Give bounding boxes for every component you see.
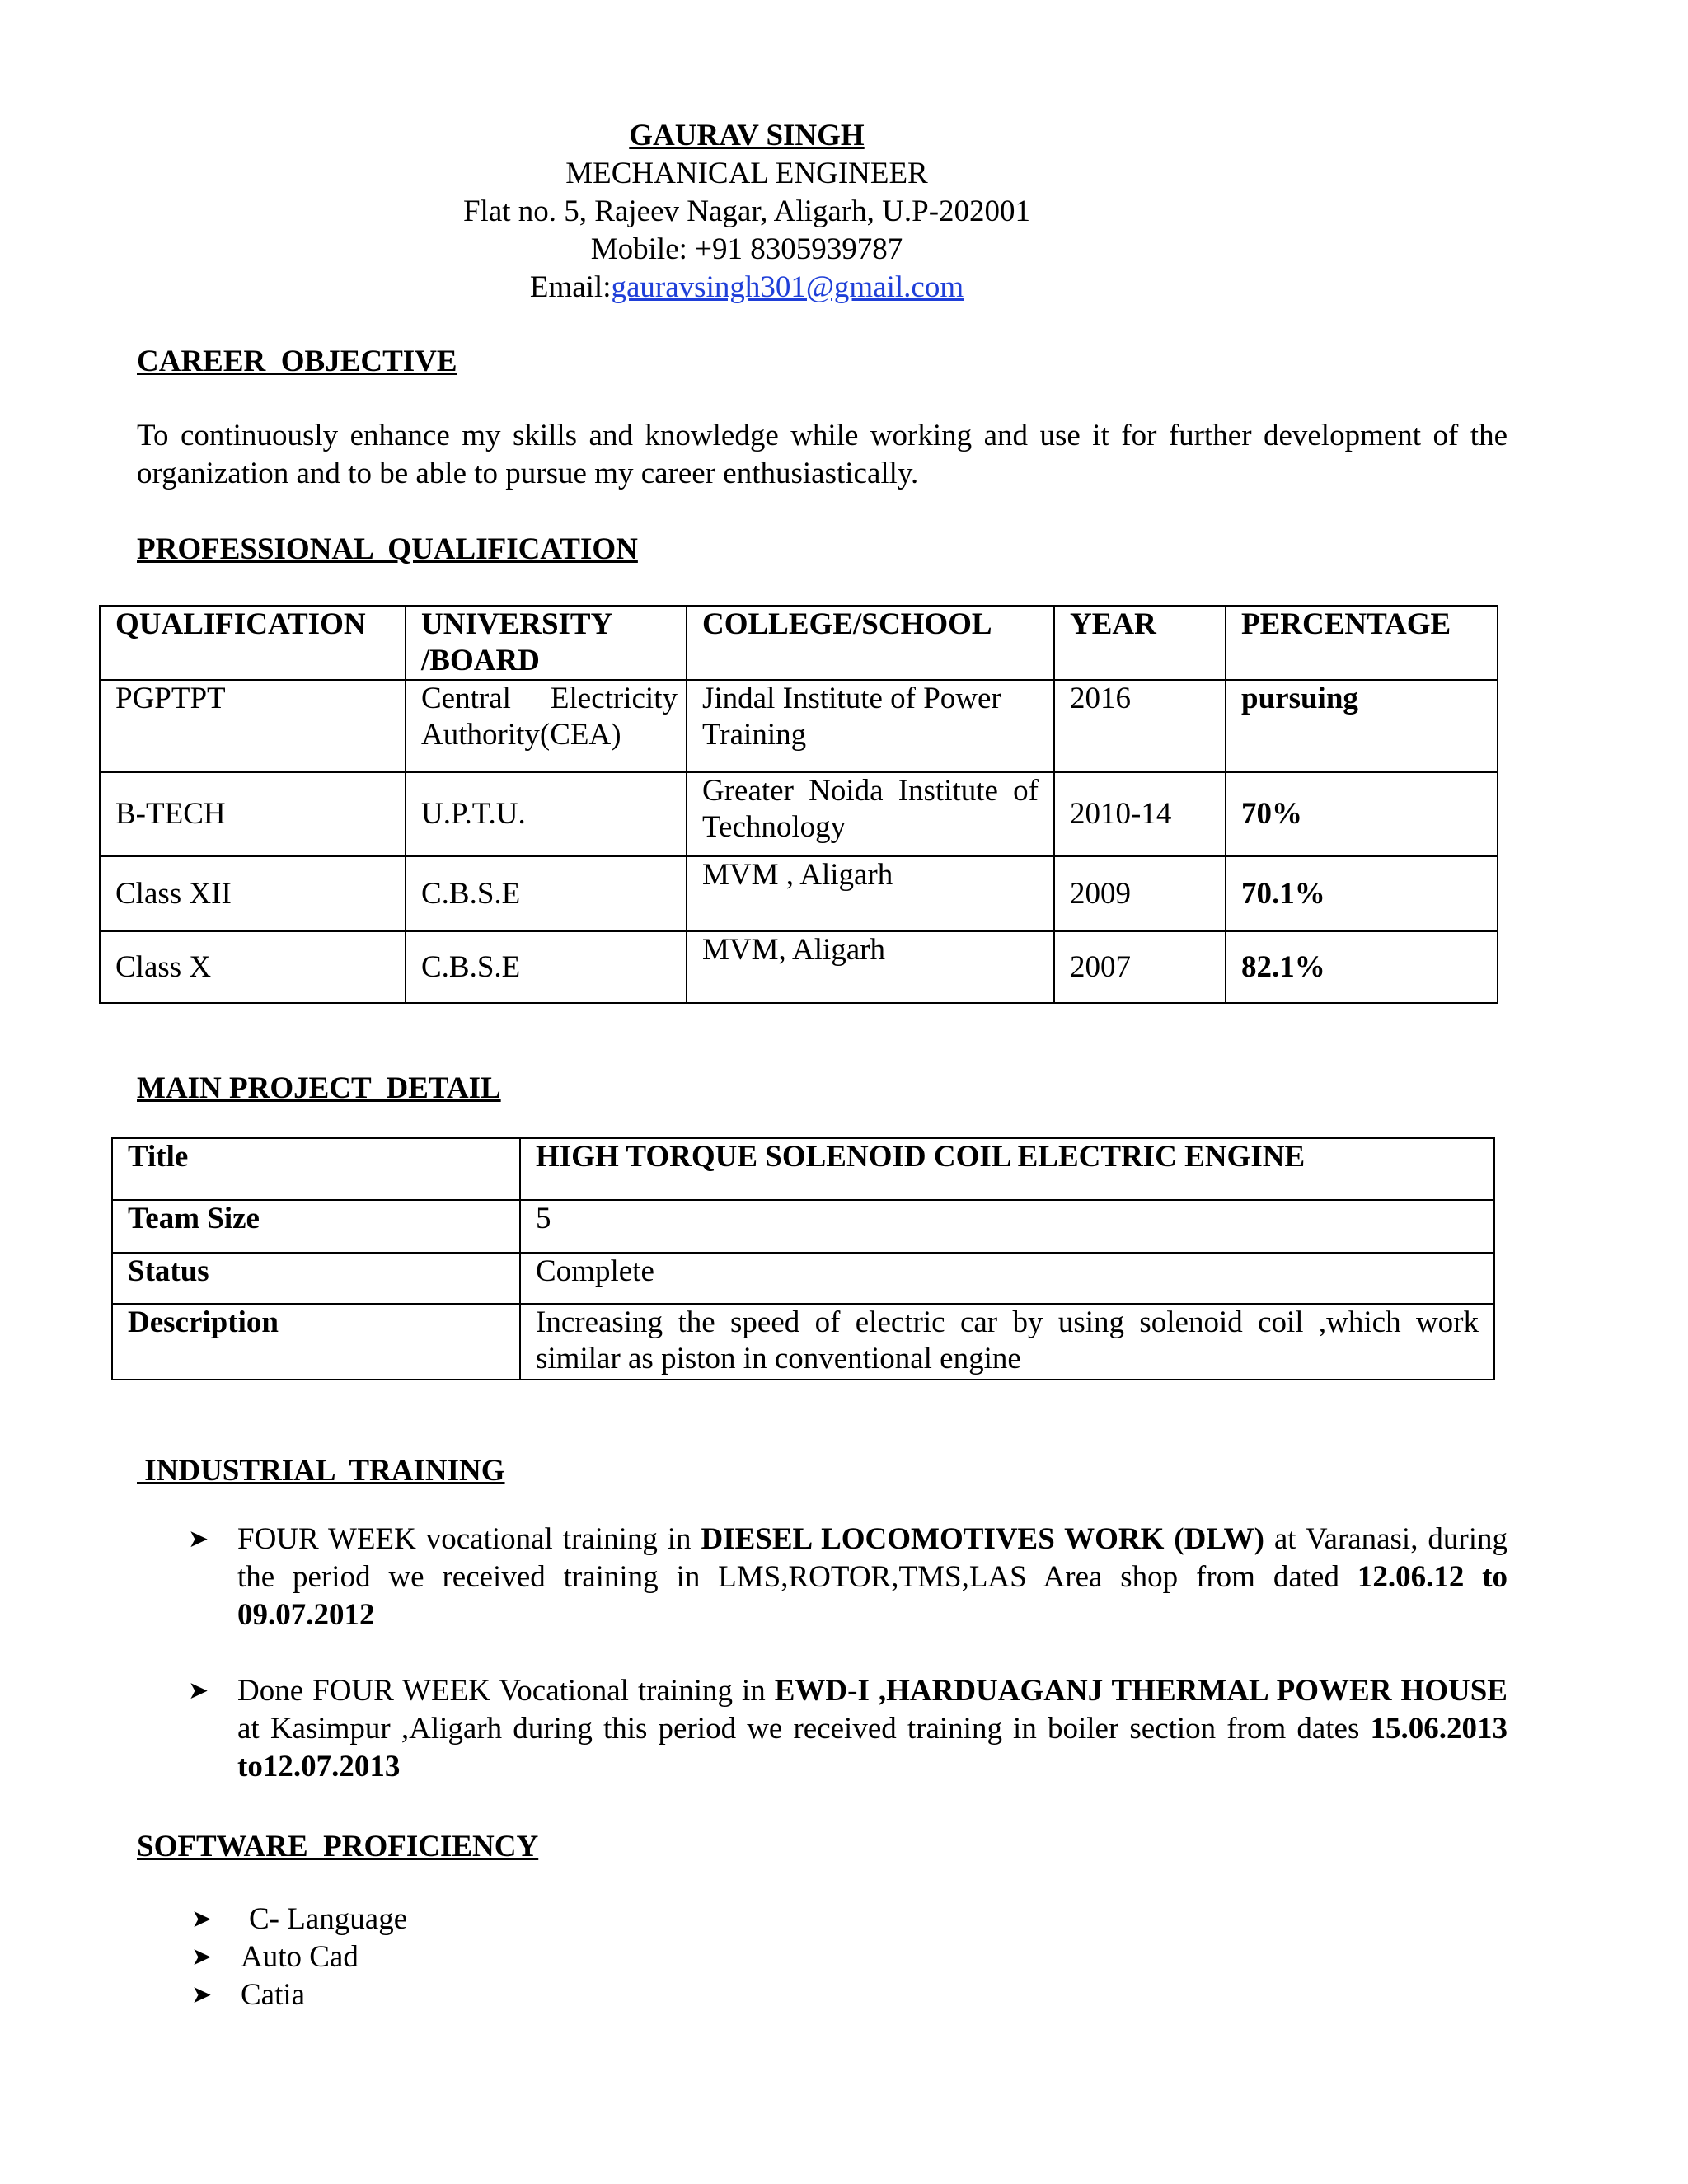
table-cell: PGPTPT [100,680,406,772]
project-title-value: HIGH TORQUE SOLENOID COIL ELECTRIC ENGINE [520,1138,1494,1200]
table-cell: Class XII [100,856,406,931]
arrowhead-bullet-icon: ➤ [191,1980,213,2009]
column-header-qualification: QUALIFICATION [100,606,406,680]
table-cell: B-TECH [100,772,406,856]
list-item: ➤ Catia [191,1976,768,2014]
qualification-table [99,605,1498,1004]
table-cell: 2010-14 [1054,772,1226,856]
table-row [100,680,1498,772]
qualification-heading: PROFESSIONAL QUALIFICATION [137,532,638,566]
list-item: ➤ Done FOUR WEEK Vocational training in EWD-I ,HARDUAGANJ THERMAL POWER HOUSE at Kasimpur ,Aligarh during this period we received training in boiler section from dates 15.06.2013 to12.07.2013 [188,1674,1507,1783]
table-cell: pursuing [1226,680,1498,772]
table-row [112,1253,1494,1304]
career-objective-heading: CAREER OBJECTIVE [137,344,457,378]
column-header-year: YEAR [1054,606,1226,680]
table-cell: Greater Noida Institute of Technology [687,772,1054,856]
table-cell: 70% [1226,772,1498,856]
project-status-value: Complete [520,1253,1494,1304]
email-label: Email: [529,270,612,304]
column-header-university: UNIVERSITY /BOARD [406,606,687,680]
table-cell: MVM, Aligarh [687,931,1054,1003]
table-row [112,1304,1494,1380]
table-cell: Class X [100,931,406,1003]
table-cell: 2016 [1054,680,1226,772]
table-row [100,772,1498,856]
list-item: ➤ Auto Cad [191,1938,768,1976]
career-objective-text: To continuously enhance my skills and knowledge while working and use it for further development of the organization and to be able to pursue my career enthusiastically. [137,419,1507,490]
arrowhead-bullet-icon: ➤ [188,1676,209,1705]
table-row [112,1138,1494,1200]
table-cell: Jindal Institute of Power Training [687,680,1054,772]
candidate-name: GAURAV SINGH [629,119,865,152]
list-item: ➤ C- Language [191,1900,768,1938]
table-cell: 2007 [1054,931,1226,1003]
project-status-label: Status [112,1253,520,1304]
column-header-college: COLLEGE/SCHOOL [687,606,1054,680]
project-team-size-label: Team Size [112,1200,520,1253]
table-cell: MVM , Aligarh [687,856,1054,931]
candidate-role: MECHANICAL ENGINEER [565,157,928,190]
table-cell: 2009 [1054,856,1226,931]
table-cell: C.B.S.E [406,856,687,931]
arrowhead-bullet-icon: ➤ [191,1943,213,1971]
software-list [191,1900,768,2014]
table-row [112,1200,1494,1253]
column-header-percentage: PERCENTAGE [1226,606,1498,680]
table-row [100,931,1498,1003]
training-list [188,1521,1507,1786]
table-cell: 70.1% [1226,856,1498,931]
table-cell: C.B.S.E [406,931,687,1003]
project-description-value: Increasing the speed of electric car by using solenoid coil ,which work similar as piston in conventional engine [520,1304,1494,1380]
table-row [100,856,1498,931]
arrowhead-bullet-icon: ➤ [188,1525,209,1554]
table-cell: 82.1% [1226,931,1498,1003]
candidate-mobile: Mobile: +91 8305939787 [590,232,903,266]
project-team-size-value: 5 [520,1200,1494,1253]
table-cell: Central Electricity Authority(CEA) [406,680,687,772]
email-link[interactable]: gauravsingh301@gmail.com [611,270,964,304]
software-heading: SOFTWARE PROFICIENCY [137,1830,539,1863]
project-title-label: Title [112,1138,520,1200]
candidate-email-line [0,269,1493,307]
table-cell: U.P.T.U. [406,772,687,856]
project-heading: MAIN PROJECT DETAIL [137,1071,501,1105]
arrowhead-bullet-icon: ➤ [191,1905,213,1933]
resume-header [0,117,1493,307]
list-item: ➤ FOUR WEEK vocational training in DIESEL LOCOMOTIVES WORK (DLW) at Varanasi, during the period we received training in LMS,ROTOR,TMS,LAS Area shop from dated 12.06.12 to 09.07.2012 [188,1522,1507,1632]
table-header-row [100,606,1498,680]
training-heading: INDUSTRIAL TRAINING [137,1454,505,1488]
project-table [111,1137,1495,1380]
candidate-address: Flat no. 5, Rajeev Nagar, Aligarh, U.P-202001 [462,194,1031,228]
project-description-label: Description [112,1304,520,1380]
